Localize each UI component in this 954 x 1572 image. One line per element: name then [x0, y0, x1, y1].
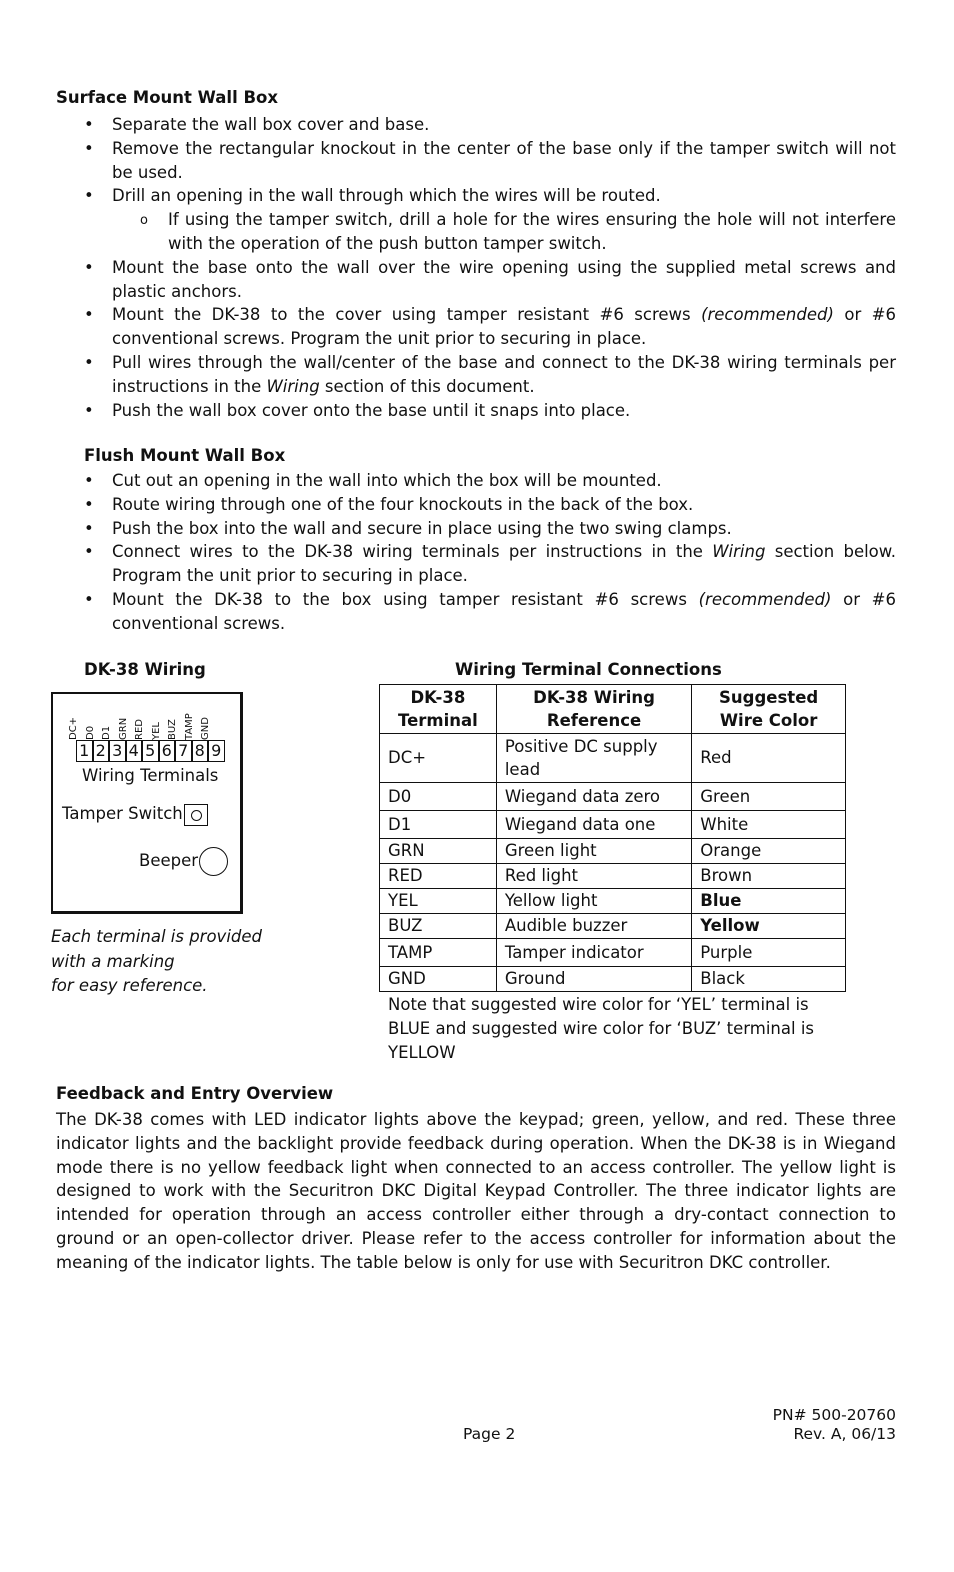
terminal-number: 2 [93, 740, 110, 762]
terminal-number: 4 [126, 740, 143, 762]
terminal-label: D1 [101, 725, 112, 740]
table-row: GRN Green light Orange [380, 839, 846, 864]
list-sub-item: o If using the tamper switch, drill a hole for the wires ensuring the hole will not interfere with the operation of the push button tamper switch. [84, 208, 896, 256]
column-header: Suggested Wire Color [692, 685, 846, 734]
terminal-number: 8 [192, 740, 209, 762]
list-item: • Pull wires through the wall/center of the base and connect to the DK-38 wiring terminals per instructions in the Wiring section of this document. [84, 351, 896, 399]
table-row: D0 Wiegand data zero Green [380, 783, 846, 811]
terminal-label: D0 [84, 725, 96, 740]
surface-heading: Surface Mount Wall Box [56, 88, 279, 107]
list-item: • Push the wall box cover onto the base until it snaps into place. [84, 399, 896, 423]
terminal-number: 1 [76, 740, 93, 762]
list-item: • Drill an opening in the wall through which the wires will be routed. [84, 184, 896, 208]
diagram-heading: DK-38 Wiring [84, 660, 206, 679]
terminal-number: 9 [208, 740, 225, 762]
table-row: DC+ Positive DC supply lead Red [380, 734, 846, 783]
list-item: • Mount the DK-38 to the box using tamper resistant #6 screws (recommended) or #6 conventional screws. [84, 588, 896, 636]
terminal-number: 3 [109, 740, 126, 762]
terminal-label: DC+ [68, 716, 79, 740]
table-row: RED Red light Brown [380, 864, 846, 889]
beeper-icon [199, 847, 228, 876]
feedback-heading: Feedback and Entry Overview [56, 1084, 334, 1103]
terminal-label: TAMP [183, 713, 195, 740]
list-item: • Connect wires to the DK-38 wiring terminals per instructions in the Wiring section below. Program the unit prior to securing in place. [84, 540, 896, 588]
column-header: DK-38 Wiring Reference [496, 685, 691, 734]
terminals-caption: Wiring Terminals [82, 766, 219, 785]
part-number: PN# 500-20760 [772, 1406, 896, 1424]
diagram-caption: Each terminal is provided with a marking for easy reference. [51, 927, 262, 995]
list-item: • Remove the rectangular knockout in the center of the base only if the tamper switch will not be used. [84, 137, 896, 185]
flush-heading: Flush Mount Wall Box [84, 446, 286, 465]
table-title: Wiring Terminal Connections [455, 660, 722, 679]
table-row: YEL Yellow light Blue [380, 889, 846, 914]
list-item: • Separate the wall box cover and base. [84, 113, 896, 137]
flush-list [84, 469, 896, 636]
terminal-label: YEL [150, 722, 162, 740]
terminal-number: 7 [175, 740, 192, 762]
column-header: DK-38 Terminal [380, 685, 497, 734]
table-row: TAMP Tamper indicator Purple [380, 939, 846, 967]
table-header-row [380, 685, 846, 734]
list-item: • Mount the DK-38 to the cover using tamper resistant #6 screws (recommended) or #6 conventional screws. Program the unit prior to securing in place. [84, 303, 896, 351]
wiring-table [379, 684, 846, 992]
terminal-number: 6 [159, 740, 176, 762]
beeper-label: Beeper [139, 851, 199, 870]
terminal-label: BUZ [167, 719, 178, 740]
page-number: Page 2 [463, 1425, 516, 1443]
terminal-number: 5 [142, 740, 159, 762]
terminal-label: GRN [117, 717, 129, 740]
table-row: GND Ground Black [380, 967, 846, 992]
table-note: Note that suggested wire color for ‘YEL’ terminal is BLUE and suggested wire color for ‘BUZ’ terminal is YELLOW [388, 995, 815, 1062]
list-item: • Cut out an opening in the wall into which the box will be mounted. [84, 469, 896, 493]
feedback-body: The DK-38 comes with LED indicator lights above the keypad; green, yellow, and red. These three indicator lights and the backlight provide feedback during operation. When the DK-38 is in Wiegand mode there is no yellow feedback light when connected to an access controller. The yellow light is designed to work with the Securitron DKC Digital Keypad Controller. The three indicator lights are intended for operation through an access controller either through a dry-contact connection to ground or an open-collector driver. Please refer to the access controller for information about the meaning of the indicator lights. The table below is only for use with Securitron DKC controller. [56, 1110, 896, 1272]
table-row: D1 Wiegand data one White [380, 811, 846, 839]
table-row: BUZ Audible buzzer Yellow [380, 914, 846, 939]
revision: Rev. A, 06/13 [793, 1425, 896, 1443]
tamper-switch-icon [184, 804, 208, 826]
terminal-label: GND [200, 717, 211, 740]
list-item: • Mount the base onto the wall over the wire opening using the supplied metal screws and plastic anchors. [84, 256, 896, 304]
list-item: • Push the box into the wall and secure in place using the two swing clamps. [84, 517, 896, 541]
list-item: • Route wiring through one of the four knockouts in the back of the box. [84, 493, 896, 517]
terminal-label: RED [134, 719, 145, 740]
tamper-switch-label: Tamper Switch [62, 804, 183, 823]
surface-list [84, 113, 896, 422]
